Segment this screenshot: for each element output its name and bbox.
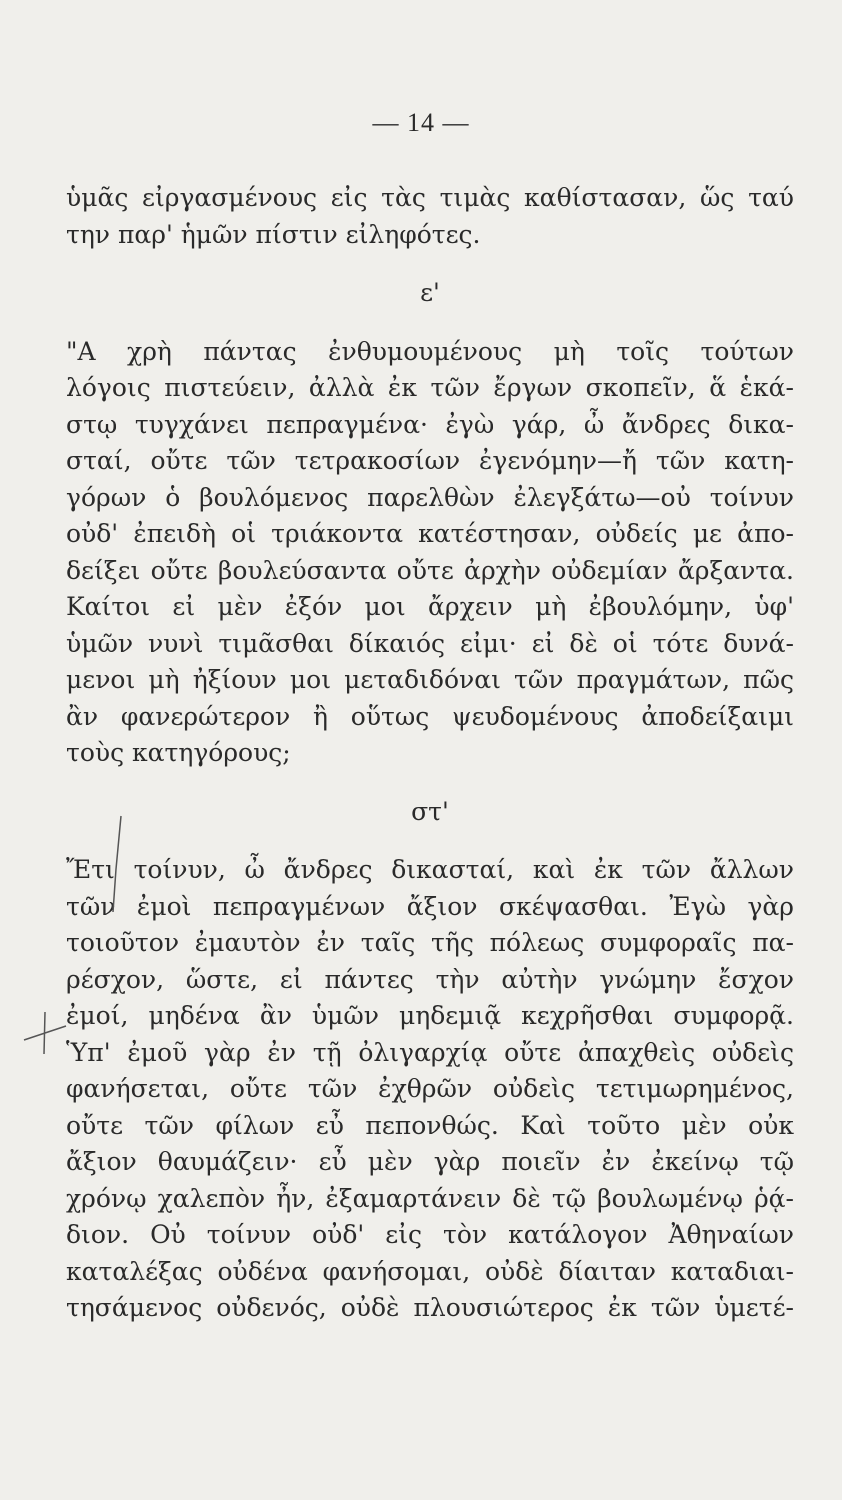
text-line: οὔτε τῶν φίλων εὖ πεπονθώς. Καὶ τοῦτο μὲν οὐκ [66, 1110, 794, 1140]
text-line: μενοι μὴ ἠξίουν μοι μεταδιδόναι τῶν πραγμάτων, πῶς [66, 665, 794, 694]
text-line: τοιοῦτον ἐμαυτὸν ἐν ταῖς τῆς πόλεως συμφοραῖς πα- [66, 928, 794, 957]
text-line: χρόνῳ χαλεπὸν ἦν, ἐξαμαρτάνειν δὲ τῷ βουλωμένῳ ῥᾴ- [66, 1183, 794, 1213]
text-line: σταί, οὔτε τῶν τετρακοσίων ἐγενόμην—ἤ τῶν κατη- [66, 446, 794, 475]
text-line: λόγοις πιστεύειν, ἀλλὰ ἐκ τῶν ἔργων σκοπεῖν, ἅ ἑκά- [66, 373, 794, 402]
text-line: ἄξιον θαυμάζειν· εὖ μὲν γὰρ ποιεῖν ἐν ἐκείνῳ τῷ [66, 1147, 794, 1176]
text-line: "Α χρὴ πάντας ἐνθυμουμένους μὴ τοῖς τούτων [66, 336, 794, 366]
page-number: — 14 — [372, 108, 470, 137]
text-line: την παρ' ἡμῶν πίστιν εἰληφότες. [66, 219, 481, 249]
text-line: τησάμενος οὐδενός, οὐδὲ πλουσιώτερος ἐκ τῶν ὑμετέ- [66, 1293, 794, 1322]
section-number-e: ε' [420, 278, 440, 307]
section-number-st: στ' [411, 796, 449, 826]
text-line: οὐδ' ἐπειδὴ οἱ τριάκοντα κατέστησαν, οὐδείς με ἀπο- [66, 519, 794, 548]
text-line: ρέσχον, ὥστε, εἰ πάντες τὴν αὐτὴν γνώμην ἔσχον [66, 964, 794, 994]
text-line: Καίτοι εἰ μὲν ἐξόν μοι ἄρχειν μὴ ἐβουλόμην, ὑφ' [66, 592, 794, 621]
text-line: τοὺς κατηγόρους; [66, 738, 291, 767]
text-line: φανήσεται, οὔτε τῶν ἐχθρῶν οὐδεὶς τετιμωρημένος, [66, 1074, 794, 1103]
text-line: γόρων ὁ βουλόμενος παρελθὼν ἐλεγξάτω—οὐ τοίνυν [66, 482, 794, 512]
text-line: τῶν ἐμοὶ πεπραγμένων ἄξιον σκέψασθαι. Ἐγὼ γὰρ [66, 891, 794, 921]
text-line: ἐμοί, μηδένα ἂν ὑμῶν μηδεμιᾷ κεχρῆσθαι συμφορᾷ. [66, 1001, 794, 1030]
text-line: στῳ τυγχάνει πεπραγμένα· ἐγὼ γάρ, ὦ ἄνδρες δικα- [66, 409, 794, 439]
text-line: Ὑπ' ἐμοῦ γὰρ ἐν τῇ ὀλιγαρχίᾳ οὔτε ἀπαχθεὶς οὐδεὶς [66, 1037, 794, 1067]
pencil-mark-icon [110, 814, 124, 914]
text-line: ὑμᾶς εἰργασμένους εἰς τὰς τιμὰς καθίστασαν, ὥς ταύ [66, 183, 794, 212]
text-line: διον. Οὐ τοίνυν οὐδ' εἰς τὸν κατάλογον Ἀθηναίων [66, 1220, 794, 1249]
text-line: δείξει οὔτε βουλεύσαντα οὔτε ἀρχὴν οὐδεμίαν ἄρξαντα. [66, 555, 794, 585]
body-text [66, 180, 794, 1327]
text-line: ἂν φανερώτερον ἢ οὕτως ψευδομένους ἀποδείξαιμι [66, 701, 794, 731]
pencil-cross-icon [22, 1010, 68, 1056]
text-line: καταλέξας οὐδένα φανήσομαι, οὐδὲ δίαιταν καταδιαι- [66, 1256, 794, 1286]
text-line: Ἔτι τοίνυν, ὦ ἄνδρες δικασταί, καὶ ἐκ τῶν ἄλλων [66, 855, 794, 884]
text-line: ὑμῶν νυνὶ τιμᾶσθαι δίκαιός εἰμι· εἰ δὲ οἱ τότε δυνά- [66, 628, 794, 658]
